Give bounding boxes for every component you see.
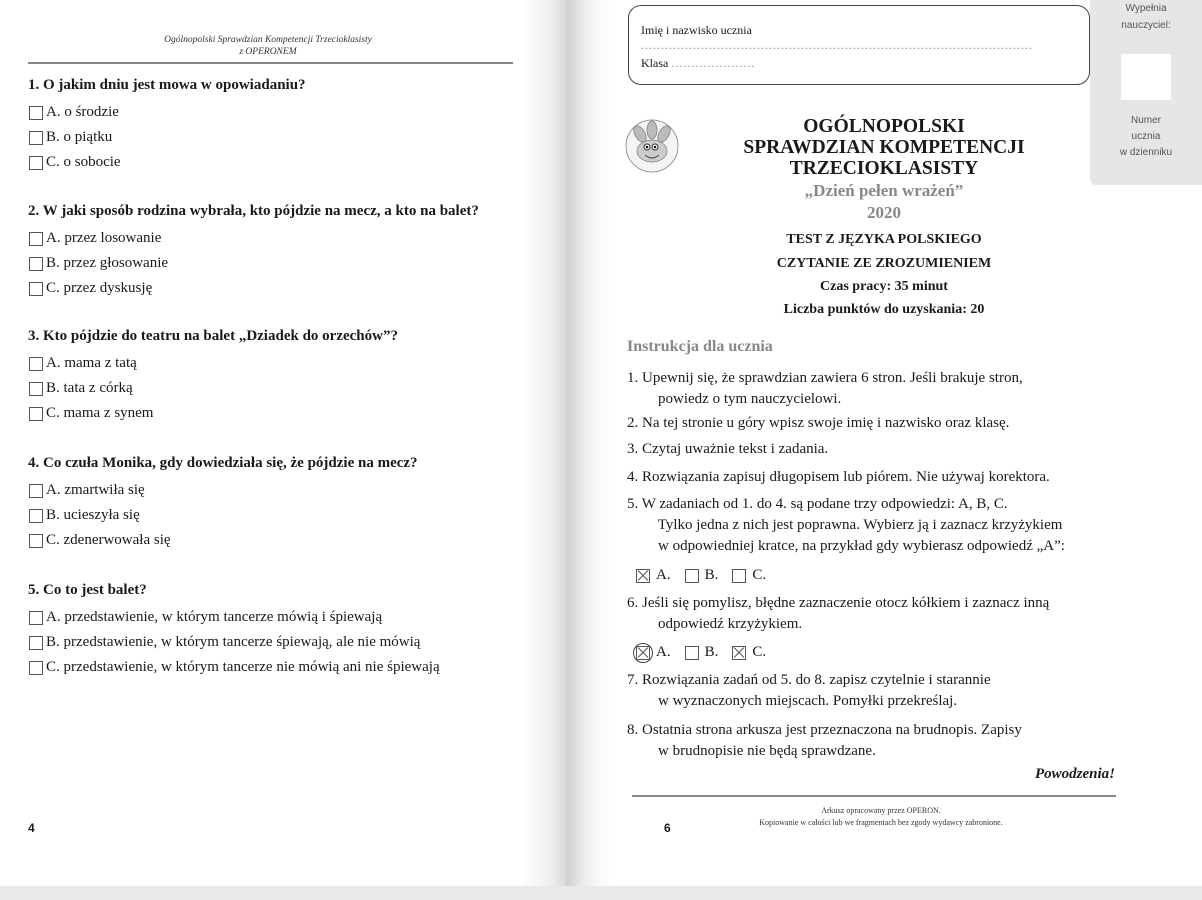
answer-option[interactable] <box>29 482 145 499</box>
option-label: B. o piątku <box>46 129 113 145</box>
test-name: TEST Z JĘZYKA POLSKIEGO <box>786 232 982 247</box>
title-line-3: TRZECIOKLASISTY <box>789 158 979 179</box>
closing-text: Powodzenia! <box>1034 766 1115 782</box>
instruction-line: 1. Upewnij się, że sprawdzian zawiera 6 stron. Jeśli brakuje stron, <box>627 370 1023 386</box>
answer-option[interactable] <box>29 532 171 549</box>
checkbox[interactable] <box>29 382 43 396</box>
instruction-line: 5. W zadaniach od 1. do 4. są podane trzy odpowiedzi: A, B, C. <box>627 496 1008 512</box>
example-corrected-answer <box>636 644 780 661</box>
option-label: A. zmartwiła się <box>46 482 145 498</box>
left-page <box>0 0 566 886</box>
instruction-line: 8. Ostatnia strona arkusza jest przeznaczona na brudnopis. Zapisy <box>627 722 1022 738</box>
circle-mark-icon <box>633 643 653 663</box>
answer-option[interactable] <box>29 659 440 676</box>
example-label: B. <box>704 567 719 583</box>
option-label: C. zdenerwowała się <box>46 532 171 548</box>
footer-copyright: Kopiowanie w całości lub we fragmentach bez zgody wydawcy zabronione. <box>759 818 1003 827</box>
checkbox[interactable] <box>29 257 43 271</box>
answer-option[interactable] <box>29 230 161 247</box>
header-line-1: Ogólnopolski Sprawdzian Kompetencji Trzecioklasisty <box>164 35 372 45</box>
answer-option[interactable] <box>29 104 119 121</box>
option-label: C. przedstawienie, w którym tancerze nie mówią ani nie śpiewają <box>46 659 440 675</box>
example-correct-answer <box>636 567 780 584</box>
checkbox[interactable] <box>29 534 43 548</box>
option-label: C. przez dyskusję <box>46 280 153 296</box>
checkbox[interactable] <box>29 661 43 675</box>
instructions-heading: Instrukcja dla ucznia <box>627 338 773 355</box>
footer-credit: Arkusz opracowany przez OPERON. <box>821 806 941 815</box>
checkbox[interactable] <box>29 484 43 498</box>
checkbox[interactable] <box>29 106 43 120</box>
right-page <box>566 0 1202 886</box>
checkbox[interactable] <box>29 156 43 170</box>
option-label: B. tata z córką <box>46 380 133 396</box>
answer-option[interactable] <box>29 280 152 297</box>
option-label: A. mama z tatą <box>46 355 137 371</box>
example-label: C. <box>752 567 767 583</box>
checkbox[interactable] <box>29 357 43 371</box>
mascot-logo-icon <box>624 118 680 174</box>
year: 2020 <box>867 203 901 222</box>
checkbox[interactable] <box>29 282 43 296</box>
name-label: Imię i nazwisko ucznia <box>641 23 752 37</box>
option-label: C. o sobocie <box>46 154 121 170</box>
example-checkbox <box>732 569 746 583</box>
answer-option[interactable] <box>29 355 137 372</box>
name-field[interactable]: Imię i nazwisko ucznia .................................................................................................. <box>641 23 1033 52</box>
instruction-line: w wyznaczonych miejscach. Pomyłki przekreślaj. <box>643 693 958 709</box>
answer-option[interactable] <box>29 634 420 651</box>
class-label: Klasa <box>641 56 669 70</box>
student-number-field[interactable] <box>1121 54 1171 100</box>
answer-option[interactable] <box>29 507 140 524</box>
work-time: Czas pracy: 35 minut <box>820 279 948 294</box>
example-label: C. <box>752 644 767 660</box>
instruction-line: w odpowiedniej kratce, na przykład gdy wybierasz odpowiedź „A”: <box>643 538 1065 554</box>
max-points: Liczba punktów do uzyskania: 20 <box>783 302 985 317</box>
instruction-line: powiedz o tym nauczycielowi. <box>643 391 842 407</box>
teacher-label-1: Wypełnia <box>1125 3 1167 14</box>
example-checkbox <box>636 646 650 660</box>
answer-option[interactable] <box>29 380 133 397</box>
answer-option[interactable] <box>29 255 168 272</box>
number-label-3: w dzienniku <box>1119 147 1173 158</box>
checkbox[interactable] <box>29 407 43 421</box>
subtitle: „Dzień pełen wrażeń” <box>804 181 964 200</box>
footer-divider <box>632 795 1116 797</box>
option-label: A. o środzie <box>46 104 119 120</box>
number-label-1: Numer <box>1130 115 1161 126</box>
instruction-line: w brudnopisie nie będą sprawdzane. <box>643 743 876 759</box>
question-title: 1. O jakim dniu jest mowa w opowiadaniu? <box>28 77 306 93</box>
answer-option[interactable] <box>29 154 121 171</box>
example-checkbox <box>636 569 650 583</box>
question-title: 5. Co to jest balet? <box>28 582 147 598</box>
option-label: B. przedstawienie, w którym tancerze śpiewają, ale nie mówią <box>46 634 421 650</box>
answer-option[interactable] <box>29 129 112 146</box>
student-info-box <box>628 5 1090 85</box>
option-label: B. ucieszyła się <box>46 507 140 523</box>
example-checkbox <box>685 646 699 660</box>
instruction-line: 3. Czytaj uważnie tekst i zadania. <box>627 441 829 457</box>
checkbox[interactable] <box>29 636 43 650</box>
header-line-2: z OPERONEM <box>239 47 297 57</box>
title-line-1: OGÓLNOPOLSKI <box>803 116 965 137</box>
number-label-2: ucznia <box>1131 131 1161 142</box>
example-checkbox <box>732 646 746 660</box>
example-label: B. <box>704 644 719 660</box>
instruction-line: 7. Rozwiązania zadań od 5. do 8. zapisz czytelnie i starannie <box>627 672 991 688</box>
instruction-line: Tylko jedna z nich jest poprawna. Wybierz ją i zaznacz krzyżykiem <box>643 517 1063 533</box>
page-number: 4 <box>28 821 35 835</box>
instruction-line: 4. Rozwiązania zapisuj długopisem lub piórem. Nie używaj korektora. <box>627 469 1050 485</box>
teacher-label-2: nauczyciel: <box>1121 20 1171 31</box>
header-divider <box>28 62 513 64</box>
example-label: A. <box>656 644 671 660</box>
question-title: 2. W jaki sposób rodzina wybrała, kto pójdzie na mecz, a kto na balet? <box>28 203 479 219</box>
checkbox[interactable] <box>29 232 43 246</box>
title-line-2: SPRAWDZIAN KOMPETENCJI <box>743 137 1025 158</box>
option-label: A. przedstawienie, w którym tancerze mówią i śpiewają <box>46 609 383 625</box>
test-type: CZYTANIE ZE ZROZUMIENIEM <box>776 256 992 271</box>
checkbox[interactable] <box>29 611 43 625</box>
instruction-line: 2. Na tej stronie u góry wpisz swoje imię i nazwisko oraz klasę. <box>627 415 1010 431</box>
answer-option[interactable] <box>29 405 153 422</box>
option-label: A. przez losowanie <box>46 230 162 246</box>
page-number: 6 <box>664 821 671 835</box>
option-label: B. przez głosowanie <box>46 255 169 271</box>
option-label: C. mama z synem <box>46 405 154 421</box>
answer-option[interactable] <box>29 609 382 626</box>
checkbox[interactable] <box>29 509 43 523</box>
example-checkbox <box>685 569 699 583</box>
example-label: A. <box>656 567 671 583</box>
class-field[interactable]: Klasa ..................... <box>641 56 756 70</box>
checkbox[interactable] <box>29 131 43 145</box>
instruction-line: 6. Jeśli się pomylisz, błędne zaznaczenie otocz kółkiem i zaznacz inną <box>627 595 1050 611</box>
teacher-box <box>1090 0 1202 185</box>
instruction-line: odpowiedź krzyżykiem. <box>643 616 803 632</box>
question-title: 4. Co czuła Monika, gdy dowiedziała się, że pójdzie na mecz? <box>28 455 418 471</box>
question-title: 3. Kto pójdzie do teatru na balet „Dziadek do orzechów”? <box>28 328 398 344</box>
